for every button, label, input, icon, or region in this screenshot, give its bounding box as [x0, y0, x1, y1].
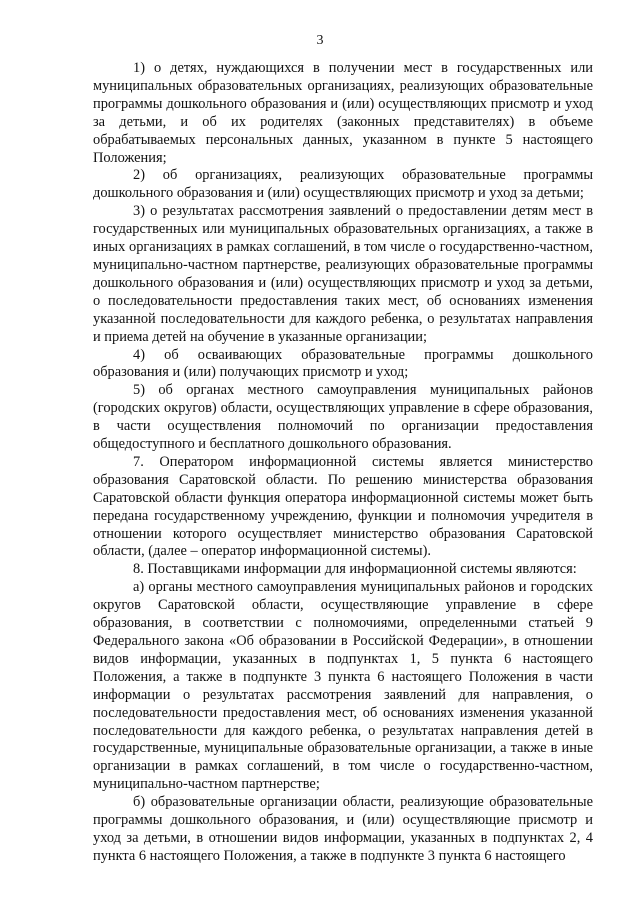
paragraph-item-3: 3) о результатах рассмотрения заявлений о предоставлении детям мест в государственных или муниципальных образовательных организациях, а также в иных организациях в рамках соглашений, в том числе о государственно-частном, муниципально-частном партнерстве, реализующих образовательные программы дошкольного образования и (или) осуществляющих присмотр и уход за детьми, о последовательности предоставления таких мест, об основаниях изменения указанной последовательности для каждого ребенка, о результатах направления и приема детей на обучение в указанные организации;: [93, 203, 593, 345]
paragraph-clause-8: 8. Поставщиками информации для информационной системы являются:: [133, 561, 577, 578]
paragraph-clause-7: 7. Оператором информационной системы является министерство образования Саратовской области. По решению министерства образования Саратовской области функция оператора информационной системы может быть передана государственному учреждению, функции и полномочия учредителя в отношении которого осуществляет министерство образования Саратовской области, (далее – оператор информационной системы).: [93, 453, 593, 560]
page-number: 3: [316, 33, 324, 48]
paragraph-item-5: 5) об органах местного самоуправления муниципальных районов (городских округов) области, осуществляющих управление в сфере образования, в части осуществления полномочий по организации предоставления общедоступного и бесплатного дошкольного образования.: [93, 382, 593, 453]
paragraph-item-4: 4) об осваивающих образовательные программы дошкольного образования и (или) получающих присмотр и уход;: [93, 346, 593, 381]
document-body: [93, 60, 593, 866]
paragraph-item-2: 2) об организациях, реализующих образовательные программы дошкольного образования и (или) осуществляющих присмотр и уход за детьми;: [93, 167, 593, 202]
paragraph-subitem-a: а) органы местного самоуправления муниципальных районов и городских округов Саратовской области, осуществляющие управление в сфере образования, в соответствии с полномочиями, определенными статьей 9 Федерального закона «Об образовании в Российской Федерации», в отношении видов информации, указанных в подпунктах 1, 5 пункта 6 настоящего Положения, а также в подпункте 3 пункта 6 настоящего Положения в части информации о результатах рассмотрения заявлений для направления, о последовательности предоставления мест, об основаниях изменения указанной последовательности для каждого ребенка, о результатах направления детей в государственные, муниципальные образовательные организации, а также в иные организации в рамках соглашений, в том числе о государственно-частном, муниципально-частном партнерстве;: [93, 579, 593, 793]
paragraph-subitem-b: б) образовательные организации области, реализующие образовательные программы дошкольного образования, и (или) осуществляющие присмотр и уход за детьми, в отношении видов информации, указанных в подпунктах 2, 4 пункта 6 настоящего Положения, а также в подпункте 3 пункта 6 настоящего: [93, 794, 593, 864]
paragraph-item-1: 1) о детях, нуждающихся в получении мест в государственных или муниципальных образовательных организациях, реализующих образовательные программы дошкольного образования и (или) осуществляющих присмотр и уход за детьми, и об их родителях (законных представителях) в объеме обрабатываемых персональных данных, указанном в пункте 5 настоящего Положения;: [93, 60, 593, 166]
